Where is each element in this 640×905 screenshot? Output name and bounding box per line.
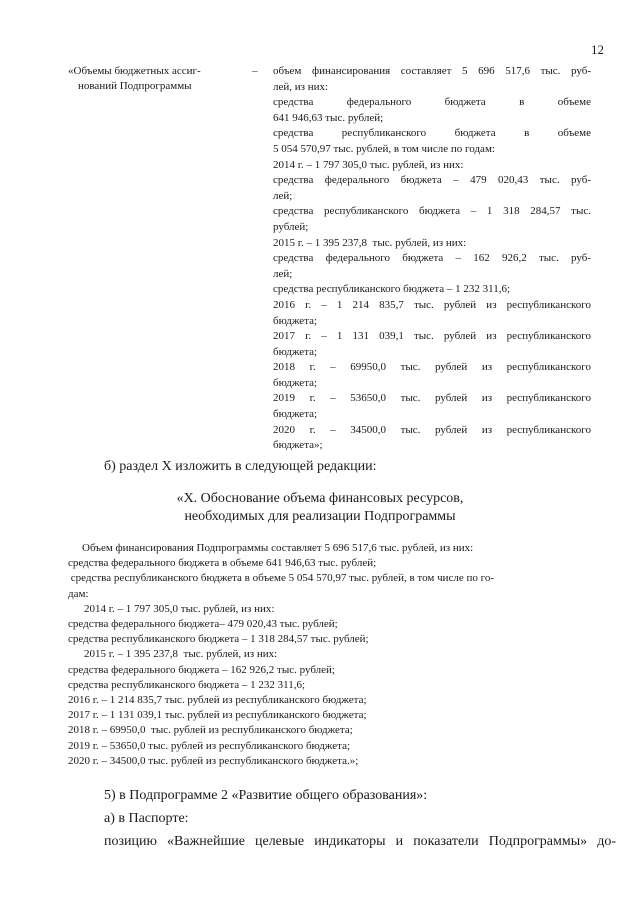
label-line: «Объемы бюджетных ассиг- (68, 65, 201, 77)
body-line: средства республиканского бюджета в объеме 5 054 570,97 тыс. рублей, в том числе по го- (68, 572, 495, 585)
content-line: средства федерального бюджета – 162 926,2 тыс. руб- (273, 252, 591, 265)
content-line: объем финансирования составляет 5 696 517,6 тыс. руб- (273, 65, 591, 77)
body-line: Объем финансирования Подпрограммы составляет 5 696 517,6 тыс. рублей, из них: (82, 542, 474, 554)
content-line: 5 054 570,97 тыс. рублей, в том числе по годам: (273, 142, 495, 155)
bottom-section (104, 786, 616, 851)
body-line: средства федерального бюджета в объеме 641 946,63 тыс. рублей; (68, 557, 377, 570)
content-line: 2016 г. – 1 214 835,7 тыс. рублей из республиканского (273, 298, 591, 311)
content-line: 2017 г. – 1 131 039,1 тыс. рублей из республиканского (273, 330, 591, 343)
passport-row-content (273, 64, 591, 454)
content-line: бюджета; (273, 314, 318, 327)
content-line: лей, из них: (273, 80, 329, 93)
body-line: средства республиканского бюджета – 1 232 311,6; (68, 678, 306, 691)
body-line: 2016 г. – 1 214 835,7 тыс. рублей из республиканского бюджета; (68, 694, 367, 707)
bottom-line: а) в Паспорте: (104, 811, 189, 826)
content-line: бюджета»; (273, 439, 323, 452)
section-body (68, 541, 608, 769)
content-line: лей; (273, 189, 293, 202)
row-dash: – (252, 65, 258, 77)
body-line: дам: (68, 587, 89, 600)
section-heading (0, 490, 640, 526)
body-line: средства федерального бюджета– 479 020,43 тыс. рублей; (68, 618, 338, 631)
content-line: средства федерального бюджета в объеме (273, 96, 591, 109)
content-line: средства республиканского бюджета – 1 232 311,6; (273, 283, 511, 296)
label-line: нований Подпрограммы (78, 80, 192, 92)
content-line: бюджета; (273, 376, 318, 389)
content-line: 2019 г. – 53650,0 тыс. рублей из республиканского (273, 392, 591, 405)
body-line: средства республиканского бюджета – 1 318 284,57 тыс. рублей; (68, 633, 369, 646)
instruction-b: б) раздел X изложить в следующей редакции: (104, 459, 377, 474)
body-line: 2015 г. – 1 395 237,8 тыс. рублей, из них: (84, 648, 278, 661)
body-line: 2014 г. – 1 797 305,0 тыс. рублей, из них: (84, 602, 275, 615)
body-line: 2017 г. – 1 131 039,1 тыс. рублей из республиканского бюджета; (68, 709, 367, 722)
content-line: 2018 г. – 69950,0 тыс. рублей из республиканского (273, 361, 591, 374)
passport-row-label (68, 64, 248, 94)
content-line: рублей; (273, 220, 309, 233)
content-line: бюджета; (273, 345, 318, 358)
bottom-line: 5) в Подпрограмме 2 «Развитие общего образования»: (104, 788, 428, 803)
page-number: 12 (591, 42, 604, 57)
content-line: бюджета; (273, 408, 318, 421)
body-line: 2020 г. – 34500,0 тыс. рублей из республиканского бюджета.»; (68, 754, 359, 767)
content-line: средства федерального бюджета – 479 020,43 тыс. руб- (273, 174, 591, 187)
content-line: 2014 г. – 1 797 305,0 тыс. рублей, из них: (273, 158, 464, 171)
content-line: средства республиканского бюджета – 1 318 284,57 тыс. (273, 205, 591, 218)
heading-line: «X. Обоснование объема финансовых ресурсов, (176, 491, 464, 506)
body-line: 2019 г. – 53650,0 тыс. рублей из республиканского бюджета; (68, 739, 351, 752)
body-line: средства федерального бюджета – 162 926,2 тыс. рублей; (68, 663, 335, 676)
heading-line: необходимых для реализации Подпрограммы (184, 509, 456, 524)
content-line: 641 946,63 тыс. рублей; (273, 111, 384, 124)
bottom-line: позицию «Важнейшие целевые индикаторы и показатели Подпрограммы» до- (104, 834, 616, 849)
content-line: лей; (273, 267, 293, 280)
content-line: 2020 г. – 34500,0 тыс. рублей из республиканского (273, 423, 591, 436)
content-line: средства республиканского бюджета в объеме (273, 127, 591, 140)
content-line: 2015 г. – 1 395 237,8 тыс. рублей, из них: (273, 236, 467, 249)
body-line: 2018 г. – 69950,0 тыс. рублей из республиканского бюджета; (68, 724, 353, 737)
